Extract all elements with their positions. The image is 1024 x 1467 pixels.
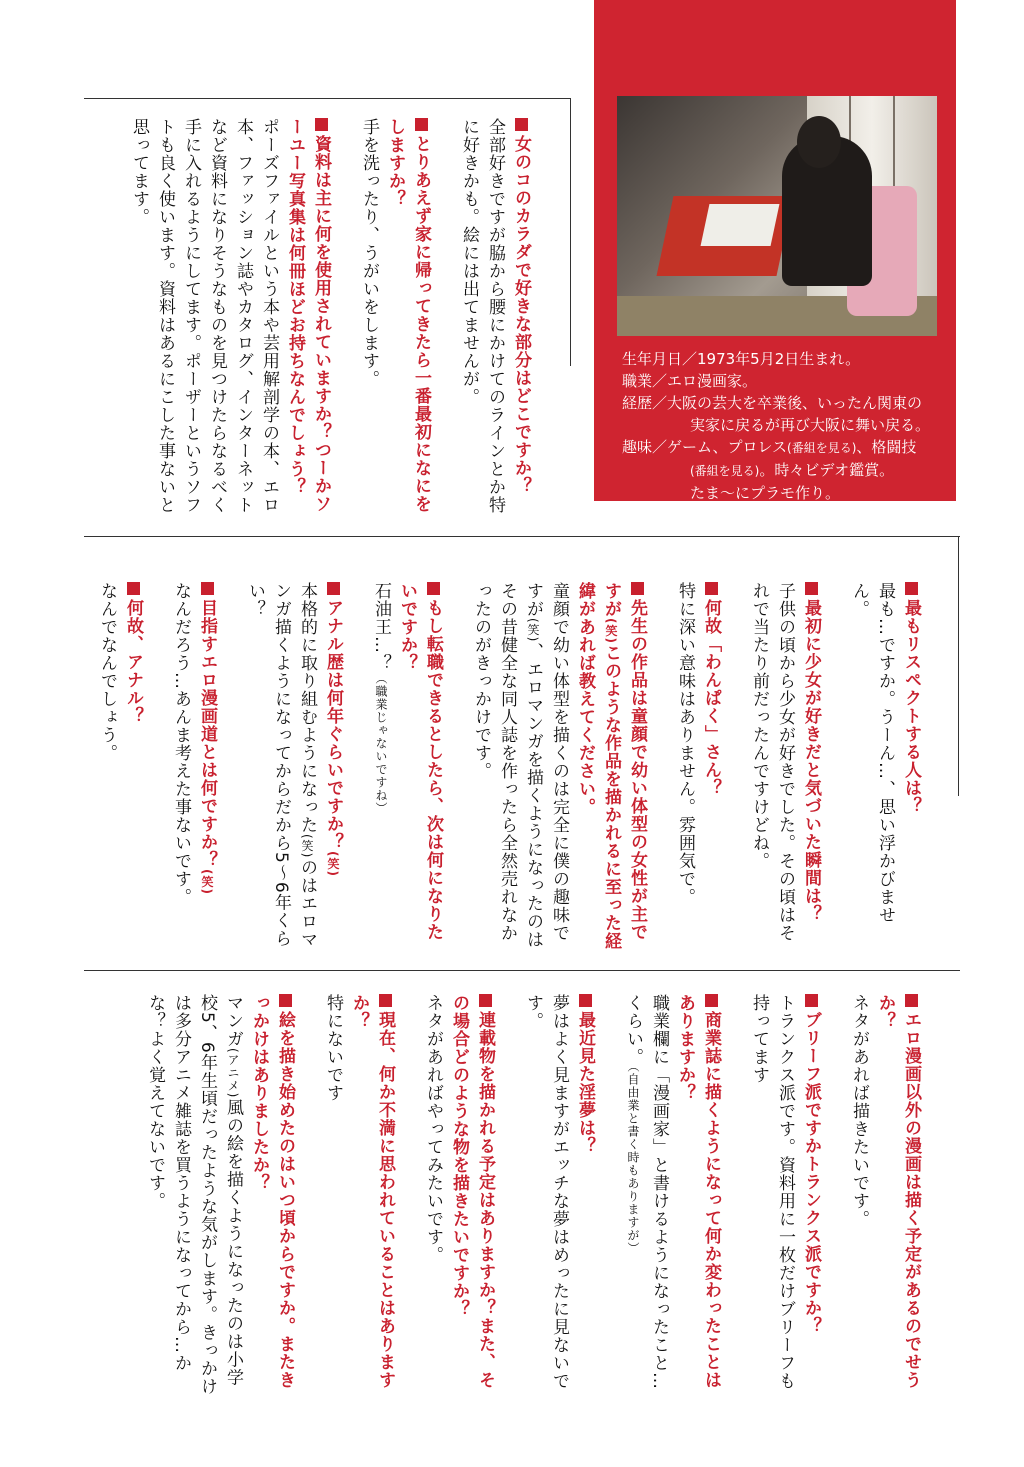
divider-middle-tick — [958, 536, 959, 796]
bullet-icon — [805, 582, 818, 595]
bullet-icon — [805, 994, 818, 1007]
bullet-icon — [905, 994, 918, 1007]
profile-career: 経歴／大阪の芸大を卒業後、いったん関東の — [622, 394, 923, 412]
answer: 童顔で幼い体型を描くのは完全に僕の趣味ですが(笑)、エロマンガを描くようになったのはその昔健全な同人誌を作ったら全然売れなかったのがきっかけです。 — [471, 582, 569, 949]
profile-hobby: 趣味／ゲーム、プロレス(番組を見る)、格闘技 — [622, 438, 917, 456]
question: 最近見た淫夢は？ — [572, 994, 598, 1404]
bullet-icon — [427, 582, 440, 595]
bullet-icon — [515, 118, 528, 131]
bullet-icon — [705, 994, 718, 1007]
qa-item — [746, 582, 824, 957]
question: 何故、アナル？ — [120, 582, 146, 957]
answer: なんでなんでしょう。 — [97, 582, 117, 762]
question: とりあえず家に帰ってきたら一番最初になにをしますか？ — [385, 118, 431, 513]
qa-item — [468, 582, 650, 957]
divider-bottom — [84, 970, 960, 971]
qa-item — [456, 118, 534, 518]
answer: 本格的に取り組むようになった(笑)のはエロマンガ描くようになってからだから5〜6年くらい？ — [245, 582, 317, 949]
profile-hobby-cont: (番組を見る)。時々ビデオ鑑賞。 — [690, 461, 895, 479]
bullet-icon — [379, 994, 392, 1007]
answer: 子供の頃から少女が好きでした。その頃はそれで当たり前だったんですけどね。 — [749, 582, 795, 942]
answer: 最も…ですか。うーん…、思い浮かびません。 — [849, 582, 895, 924]
profile-text — [622, 348, 942, 504]
answer: なんだろう…あんま考えた事ないです。 — [171, 582, 191, 906]
qa-item — [420, 994, 498, 1404]
answer: マンガ(アニメ)風の絵を描くようになったのは小学校5、6年生頃だったような気がします。きっかけは多分アニメ雑誌を買うようになってから…かな？よく覚えてないです。 — [145, 994, 243, 1396]
answer: 夢はよく見ますがエッチな夢はめったに見ないです。 — [523, 994, 569, 1390]
answer: ネタがあればやってみたいです。 — [423, 994, 443, 1264]
profile-hobby-cont2: たま〜にプラモ作り。 — [690, 484, 841, 502]
bullet-icon — [279, 994, 292, 1007]
qa-item — [846, 582, 924, 957]
question: もし転職できるとしたら、次は何になりたいですか？ — [397, 582, 443, 941]
question: 最もリスペクトする人は？ — [898, 582, 924, 957]
qa-item — [846, 994, 924, 1404]
bullet-icon — [705, 582, 718, 595]
question: 何故「わんぱく」さん？ — [698, 582, 724, 957]
divider-top-tick — [570, 98, 571, 366]
bullet-icon — [315, 118, 328, 131]
qa-item — [356, 118, 434, 518]
answer: 石油王…？（職業じゃないですね） — [371, 582, 391, 815]
answer: 全部好きですが脇から腰にかけてのラインとか特に好きかも。絵には出てませんが。 — [459, 118, 505, 514]
question: 最初に少女が好きだと気づいた瞬間は？ — [798, 582, 824, 957]
profile-box — [594, 0, 956, 501]
question: 資料は主に何を使用されていますか？つーかソーユー写真集は何冊ほどお持ちなんでしょう？ — [285, 118, 331, 513]
question: ブリーフ派ですかトランクス派ですか？ — [798, 994, 824, 1404]
bullet-icon — [631, 582, 644, 595]
qa-item — [142, 994, 298, 1404]
answer: トランクス派です。資料用に一枚だけブリーフも持ってます — [749, 994, 795, 1390]
section-2 — [84, 582, 924, 957]
qa-item — [520, 994, 598, 1404]
bullet-icon — [905, 582, 918, 595]
question: 連載物を描かれる予定はありますか？また、その場合どのような物を描きたいですか？ — [449, 994, 495, 1389]
qa-item — [746, 994, 824, 1404]
answer: 特にないです — [323, 994, 343, 1102]
answer: 職業欄に「漫画家」と書けるようになったこと…くらい。（自由業と書く時もありますが） — [623, 994, 669, 1390]
divider-top — [84, 98, 570, 99]
profile-birth: 生年月日／1973年5月2日生まれ。 — [622, 350, 861, 368]
question: 目指すエロ漫画道とは何ですか？(笑) — [194, 582, 220, 957]
profile-job: 職業／エロ漫画家。 — [622, 372, 758, 390]
bullet-icon — [327, 582, 340, 595]
qa-item — [320, 994, 398, 1404]
section-1 — [84, 118, 534, 518]
question: アナル歴は何年ぐらいですか？(笑) — [320, 582, 346, 957]
qa-item — [672, 582, 724, 957]
qa-item — [242, 582, 346, 957]
qa-item — [368, 582, 446, 957]
question: 商業誌に描くようになって何か変わったことはありますか？ — [675, 994, 721, 1389]
qa-item — [620, 994, 724, 1404]
question: 先生の作品は童顔で幼い体型の女性が主ですが(笑)このような作品を描かれるに至った経緯があれば教えてください。 — [575, 582, 647, 950]
bullet-icon — [415, 118, 428, 131]
answer: ネタがあれば描きたいです。 — [849, 994, 869, 1228]
section-3 — [84, 994, 924, 1404]
profile-career-cont: 実家に戻るが再び大阪に舞い戻る。 — [690, 416, 931, 434]
answer: 特に深い意味はありません。雰囲気で。 — [675, 582, 695, 906]
question: 絵を描き始めたのはいつ頃からですか。またきっかけはありましたか？ — [249, 994, 295, 1389]
qa-item — [168, 582, 220, 957]
answer: 手を洗ったり、うがいをします。 — [359, 118, 379, 388]
qa-item — [126, 118, 334, 518]
question: エロ漫画以外の漫画は描く予定があるのでせうか？ — [875, 994, 921, 1389]
bullet-icon — [201, 582, 214, 595]
divider-middle — [84, 536, 960, 537]
question: 現在、何か不満に思われていることはありますか？ — [349, 994, 395, 1389]
bullet-icon — [579, 994, 592, 1007]
question: 女のコのカラダで好きな部分はどこですか？ — [508, 118, 534, 518]
bullet-icon — [479, 994, 492, 1007]
bullet-icon — [127, 582, 140, 595]
author-photo — [617, 96, 937, 336]
answer: ポーズファイルという本や芸用解剖学の本、エロ本、ファッション誌やカタログ、インターネットなど資料になりそうなものを見つけたらなるべく手に入れるようにしてます。ポーザーというソフトも良く使います。資料はあるにこした事ないと思ってます。 — [129, 118, 279, 514]
qa-item — [94, 582, 146, 957]
